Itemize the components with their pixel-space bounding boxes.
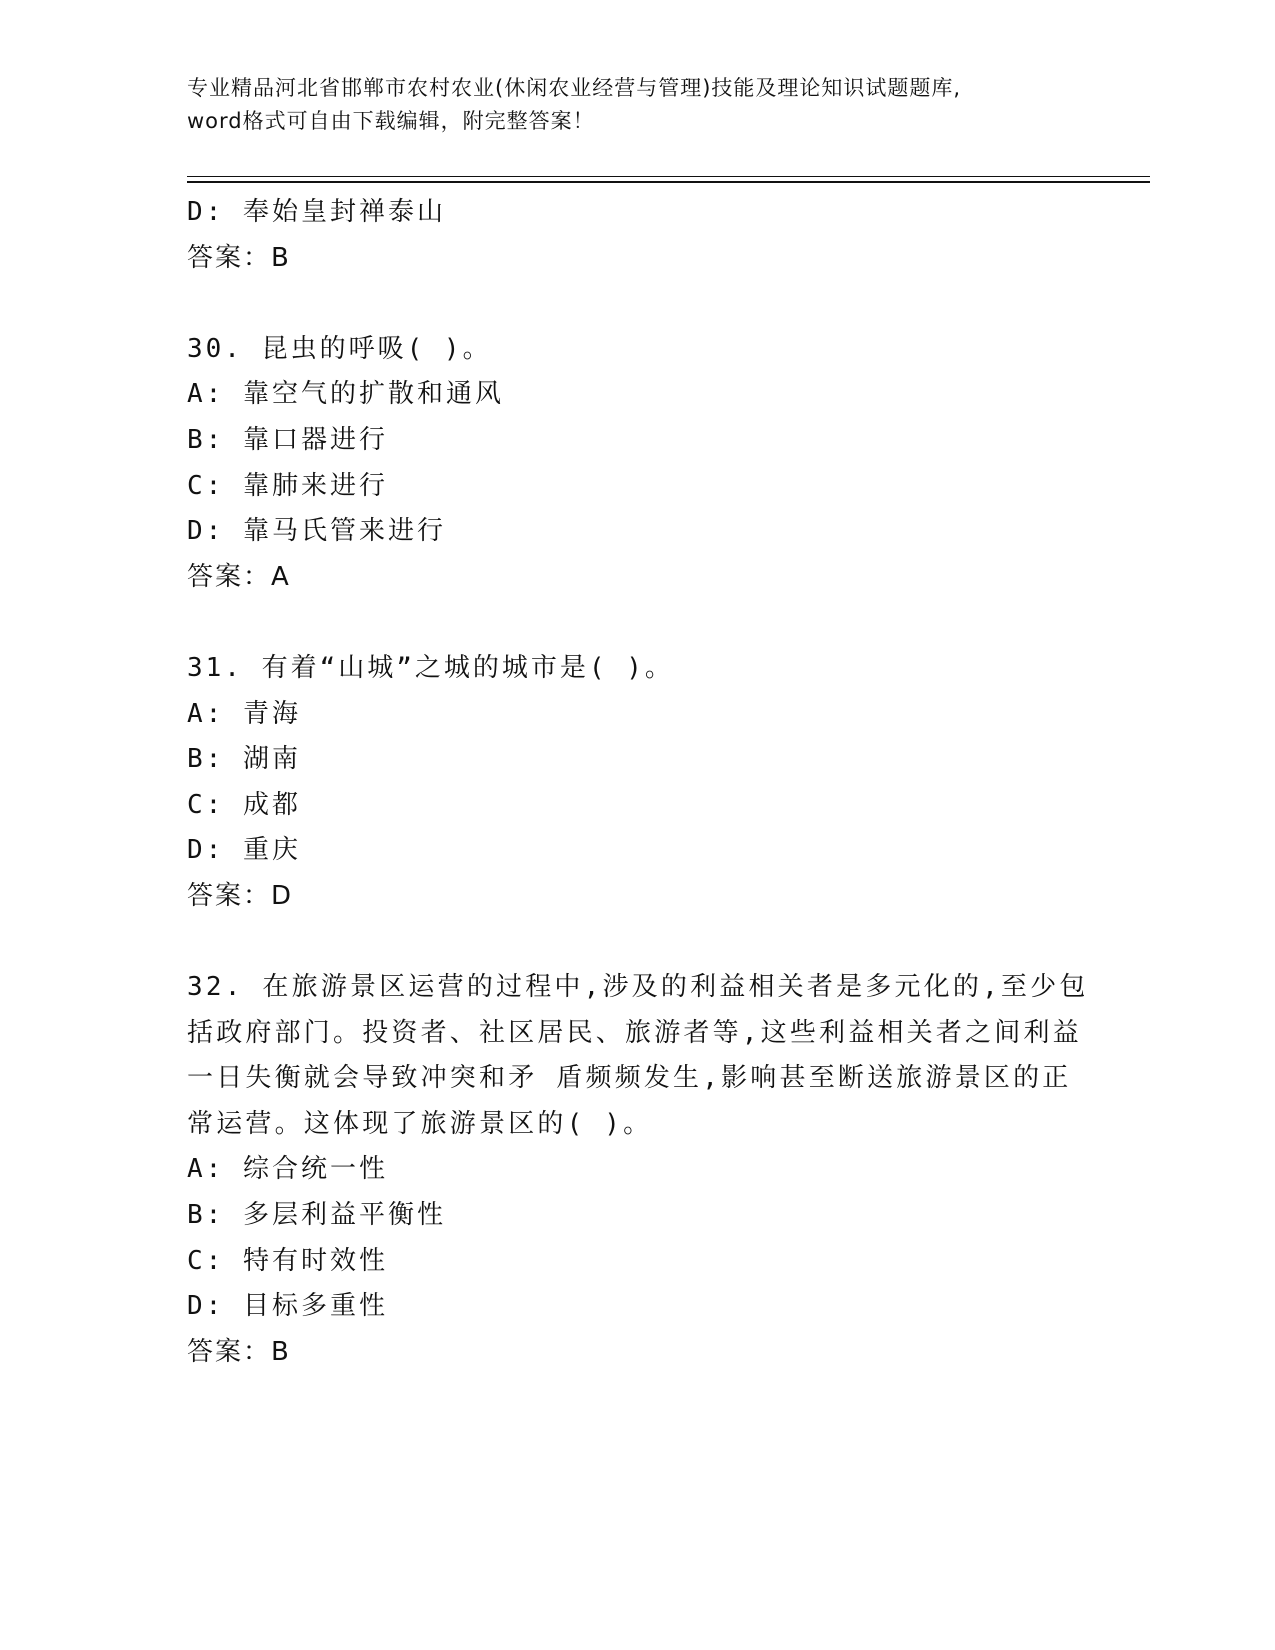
- option-b: B: 多层利益平衡性: [187, 1200, 446, 1231]
- answer-line: 答案：B: [187, 242, 291, 273]
- question-stem-line-1: 32. 在旅游景区运营的过程中,涉及的利益相关者是多元化的,至少包: [187, 972, 1089, 1003]
- page-header: [187, 72, 1087, 138]
- header-line-1: 专业精品河北省邯郸市农村农业(休闲农业经营与管理)技能及理论知识试题题库,: [187, 76, 962, 100]
- carryover-question: [187, 190, 1087, 281]
- answer-line: 答案：B: [187, 1336, 291, 1367]
- question-stem-line-2: 括政府部门。投资者、社区居民、旅游者等,这些利益相关者之间利益: [187, 1017, 1082, 1048]
- option-d: D: 靠马氏管来进行: [187, 516, 446, 547]
- question-30: [187, 327, 1087, 601]
- header-line-2: word格式可自由下载编辑，附完整答案！: [187, 109, 595, 133]
- option-c: C: 靠肺来进行: [187, 470, 388, 501]
- question-stem-line-4: 常运营。这体现了旅游景区的( )。: [187, 1108, 653, 1139]
- option-d: D: 奉始皇封禅泰山: [187, 197, 446, 227]
- answer-line: 答案：A: [187, 561, 291, 592]
- header-divider-thick: [187, 181, 1150, 183]
- question-32: [187, 965, 1087, 1375]
- option-a: A: 靠空气的扩散和通风: [187, 379, 504, 410]
- question-stem: 30. 昆虫的呼吸( )。: [187, 333, 492, 364]
- question-stem-line-3: 一日失衡就会导致冲突和矛 盾频频发生,影响甚至断送旅游景区的正: [187, 1063, 1072, 1094]
- option-b: B: 靠口器进行: [187, 424, 388, 455]
- header-divider-thin: [187, 176, 1150, 177]
- option-d: D: 重庆: [187, 835, 301, 866]
- option-b: B: 湖南: [187, 744, 301, 775]
- option-d: D: 目标多重性: [187, 1291, 388, 1322]
- question-stem: 31. 有着“山城”之城的城市是( )。: [187, 652, 674, 683]
- spacer: [187, 920, 1087, 966]
- option-a: A: 综合统一性: [187, 1154, 388, 1185]
- question-31: [187, 646, 1087, 920]
- option-a: A: 青海: [187, 698, 301, 729]
- option-c: C: 成都: [187, 789, 301, 820]
- spacer: [187, 281, 1087, 327]
- answer-line: 答案：D: [187, 880, 294, 911]
- option-c: C: 特有时效性: [187, 1245, 388, 1276]
- question-list: [187, 190, 1087, 1375]
- spacer: [187, 600, 1087, 646]
